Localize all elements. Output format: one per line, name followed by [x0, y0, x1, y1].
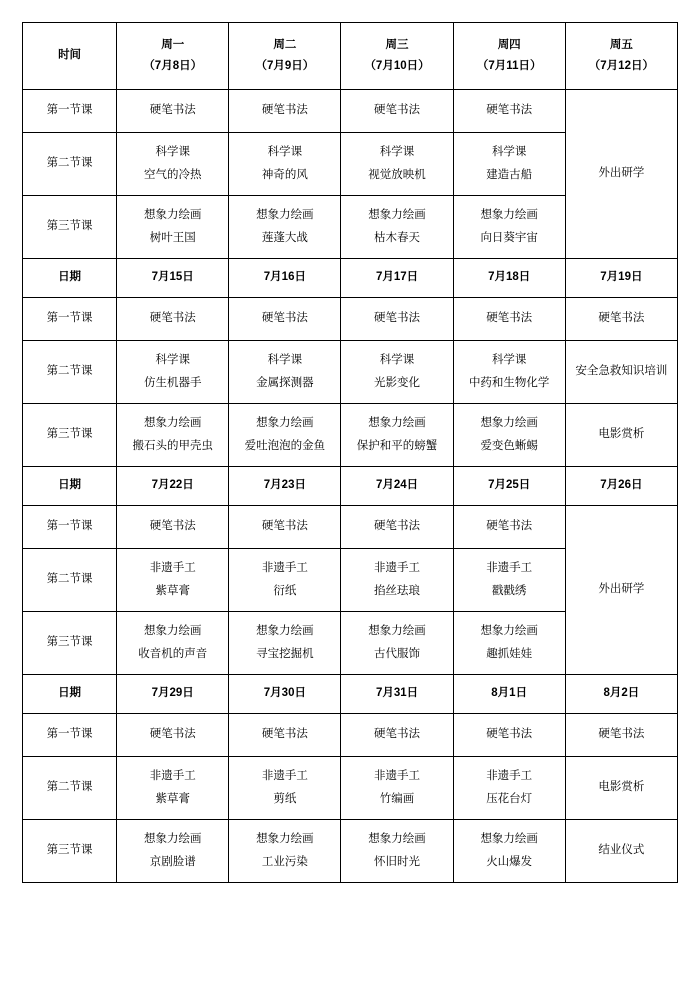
- cell-w1-p2-d4: [453, 133, 565, 196]
- cell-w2-p2-d3: [341, 341, 453, 404]
- cell-line-1: 非遗手工: [261, 770, 308, 783]
- cell-line-2: 古代服饰: [374, 647, 421, 660]
- cell-w4-p3-d4: [453, 820, 565, 883]
- cell-line-1: 想象力绘画: [480, 417, 538, 430]
- header-day-4-date: （7月11日）: [476, 60, 542, 72]
- cell-line-2: 掐丝珐琅: [374, 584, 421, 597]
- cell-w1-p2-d1: [117, 133, 229, 196]
- cell-line-1: 想象力绘画: [368, 417, 426, 430]
- row-label-period-1: 第一节课: [23, 714, 117, 757]
- cell-w2-p3-d2: [229, 404, 341, 467]
- cell-line-1: 非遗手工: [374, 770, 421, 783]
- header-day-1: [117, 23, 229, 90]
- cell-line-1: 想象力绘画: [143, 209, 202, 222]
- cell-w4-p2-d3: [341, 757, 453, 820]
- cell-line-2: 枯木春天: [374, 231, 421, 244]
- cell-w1-p3-d1: [117, 196, 229, 259]
- header-day-3: [341, 23, 453, 90]
- cell-w1-p2-d3: [341, 133, 453, 196]
- course-schedule-table: [22, 22, 678, 883]
- header-day-4-name: 周四: [497, 38, 521, 51]
- cell-w3-p2-d2: [229, 549, 341, 612]
- row-label-period-3: 第三节课: [23, 404, 117, 467]
- cell-w2-p1-d1: 硬笔书法: [117, 298, 229, 341]
- header-day-1-date: （7月8日）: [143, 60, 203, 72]
- cell-w1-friday-merged: 外出研学: [565, 90, 677, 259]
- row-label-period-2: 第二节课: [23, 341, 117, 404]
- cell-line-2: 仿生机器手: [143, 376, 202, 389]
- cell-line-2: 爱吐泡泡的金鱼: [244, 439, 326, 452]
- cell-line-1: 想象力绘画: [256, 833, 314, 846]
- cell-w4-p3-d3: [341, 820, 453, 883]
- cell-w3-p2-d4: [453, 549, 565, 612]
- header-day-2-date: （7月9日）: [255, 60, 315, 72]
- date-w2-d2: 7月16日: [229, 259, 341, 298]
- table-row: [23, 820, 678, 883]
- cell-line-2: 莲蓬大战: [261, 231, 308, 244]
- row-label-period-3: 第三节课: [23, 196, 117, 259]
- date-w2-d1: 7月15日: [117, 259, 229, 298]
- cell-line-2: 建造古船: [486, 168, 533, 181]
- cell-line-1: 科学课: [379, 354, 415, 367]
- cell-line-2: 压花台灯: [486, 792, 533, 805]
- cell-w1-p1-d2: 硬笔书法: [229, 90, 341, 133]
- cell-line-1: 科学课: [155, 146, 190, 159]
- table-row: [23, 506, 678, 549]
- cell-line-2: 搬石头的甲壳虫: [132, 439, 213, 452]
- row-label-period-3: 第三节课: [23, 820, 117, 883]
- cell-line-2: 剪纸: [273, 792, 297, 805]
- date-w3-d4: 7月25日: [453, 467, 565, 506]
- cell-w3-p1-d4: 硬笔书法: [453, 506, 565, 549]
- row-label-date: 日期: [23, 675, 117, 714]
- cell-line-1: 科学课: [155, 354, 190, 367]
- cell-w2-p1-d4: 硬笔书法: [453, 298, 565, 341]
- cell-w1-p3-d4: [453, 196, 565, 259]
- cell-w3-p3-d2: [229, 612, 341, 675]
- header-day-3-name: 周三: [385, 38, 409, 51]
- date-w3-d3: 7月24日: [341, 467, 453, 506]
- table-row: [23, 757, 678, 820]
- cell-w4-p3-d2: [229, 820, 341, 883]
- cell-w2-p3-d1: [117, 404, 229, 467]
- cell-line-2: 空气的冷热: [143, 168, 202, 181]
- date-w4-d3: 7月31日: [341, 675, 453, 714]
- row-label-period-3: 第三节课: [23, 612, 117, 675]
- cell-line-2: 京剧脸谱: [149, 855, 196, 868]
- date-w4-d2: 7月30日: [229, 675, 341, 714]
- cell-line-2: 向日葵宇宙: [480, 231, 538, 244]
- row-label-period-1: 第一节课: [23, 90, 117, 133]
- date-row-week-4: [23, 675, 678, 714]
- cell-line-1: 想象力绘画: [143, 625, 202, 638]
- row-label-date: 日期: [23, 467, 117, 506]
- cell-line-1: 非遗手工: [149, 562, 196, 575]
- cell-w4-p2-d1: [117, 757, 229, 820]
- cell-line-2: 紫草膏: [155, 792, 190, 805]
- cell-line-1: 科学课: [491, 146, 527, 159]
- cell-line-2: 视觉放映机: [368, 168, 426, 181]
- cell-w3-p1-d3: 硬笔书法: [341, 506, 453, 549]
- header-day-2-name: 周二: [273, 38, 297, 51]
- cell-w4-p1-d1: 硬笔书法: [117, 714, 229, 757]
- cell-w4-p3-d1: [117, 820, 229, 883]
- header-day-5-date: （7月12日）: [588, 60, 654, 72]
- table-row: [23, 714, 678, 757]
- cell-line-1: 科学课: [267, 146, 303, 159]
- cell-w4-p1-d3: 硬笔书法: [341, 714, 453, 757]
- cell-line-2: 神奇的风: [261, 168, 308, 181]
- cell-w4-p1-d2: 硬笔书法: [229, 714, 341, 757]
- cell-w3-p2-d1: [117, 549, 229, 612]
- date-w4-d4: 8月1日: [453, 675, 565, 714]
- cell-w2-p1-d5: 硬笔书法: [565, 298, 677, 341]
- cell-line-2: 中药和生物化学: [468, 376, 550, 389]
- date-w4-d5: 8月2日: [565, 675, 677, 714]
- cell-w1-p3-d2: [229, 196, 341, 259]
- cell-w3-p2-d3: [341, 549, 453, 612]
- cell-line-2: 趣抓娃娃: [486, 647, 533, 660]
- cell-line-2: 火山爆发: [486, 855, 533, 868]
- cell-w3-p1-d1: 硬笔书法: [117, 506, 229, 549]
- cell-w3-p3-d3: [341, 612, 453, 675]
- cell-line-2: 寻宝挖掘机: [256, 647, 314, 660]
- cell-line-2: 收音机的声音: [138, 647, 208, 660]
- cell-w4-p2-d2: [229, 757, 341, 820]
- cell-line-1: 想象力绘画: [256, 417, 314, 430]
- table-row: [23, 341, 678, 404]
- cell-line-1: 想象力绘画: [480, 209, 538, 222]
- cell-line-1: 想象力绘画: [256, 209, 314, 222]
- date-w2-d5: 7月19日: [565, 259, 677, 298]
- cell-w1-p2-d2: [229, 133, 341, 196]
- date-w2-d3: 7月17日: [341, 259, 453, 298]
- cell-line-1: 想象力绘画: [368, 625, 426, 638]
- header-day-4: [453, 23, 565, 90]
- table-header-row: [23, 23, 678, 90]
- cell-w3-p3-d1: [117, 612, 229, 675]
- cell-line-1: 科学课: [491, 354, 527, 367]
- cell-w4-p2-d5: 电影赏析: [565, 757, 677, 820]
- cell-line-2: 光影变化: [374, 376, 421, 389]
- row-label-period-1: 第一节课: [23, 506, 117, 549]
- header-day-3-date: （7月10日）: [364, 60, 430, 72]
- cell-line-2: 金属探测器: [256, 376, 314, 389]
- cell-w2-p1-d2: 硬笔书法: [229, 298, 341, 341]
- cell-line-2: 工业污染: [261, 855, 308, 868]
- cell-line-2: 爱变色蜥蜴: [480, 439, 538, 452]
- cell-w2-p3-d4: [453, 404, 565, 467]
- header-time-label: 时间: [23, 23, 117, 90]
- cell-w2-p2-d2: [229, 341, 341, 404]
- row-label-period-2: 第二节课: [23, 549, 117, 612]
- cell-line-1: 想象力绘画: [368, 209, 426, 222]
- cell-w3-p1-d2: 硬笔书法: [229, 506, 341, 549]
- cell-w4-p3-d5: 结业仪式: [565, 820, 677, 883]
- table-row: [23, 404, 678, 467]
- date-w2-d4: 7月18日: [453, 259, 565, 298]
- cell-w1-p1-d3: 硬笔书法: [341, 90, 453, 133]
- header-day-2: [229, 23, 341, 90]
- cell-line-2: 树叶王国: [149, 231, 196, 244]
- row-label-period-2: 第二节课: [23, 757, 117, 820]
- cell-w4-p2-d4: [453, 757, 565, 820]
- row-label-period-2: 第二节课: [23, 133, 117, 196]
- row-label-date: 日期: [23, 259, 117, 298]
- cell-line-2: 怀旧时光: [374, 855, 421, 868]
- cell-line-1: 科学课: [267, 354, 303, 367]
- cell-w2-p1-d3: 硬笔书法: [341, 298, 453, 341]
- header-day-1-name: 周一: [161, 38, 185, 51]
- cell-line-1: 想象力绘画: [480, 625, 538, 638]
- cell-line-2: 衍纸: [273, 584, 297, 597]
- cell-line-2: 紫草膏: [155, 584, 190, 597]
- table-row: [23, 90, 678, 133]
- cell-line-1: 非遗手工: [149, 770, 196, 783]
- row-label-period-1: 第一节课: [23, 298, 117, 341]
- date-row-week-2: [23, 259, 678, 298]
- cell-line-1: 科学课: [379, 146, 415, 159]
- cell-line-2: 保护和平的螃蟹: [356, 439, 438, 452]
- header-day-5-name: 周五: [609, 38, 633, 51]
- date-w3-d5: 7月26日: [565, 467, 677, 506]
- cell-w4-p1-d5: 硬笔书法: [565, 714, 677, 757]
- cell-line-2: 戳戳绣: [491, 584, 527, 597]
- cell-line-1: 想象力绘画: [368, 833, 426, 846]
- cell-w2-p2-d1: [117, 341, 229, 404]
- cell-line-1: 非遗手工: [261, 562, 308, 575]
- cell-w4-p1-d4: 硬笔书法: [453, 714, 565, 757]
- date-w3-d1: 7月22日: [117, 467, 229, 506]
- date-w4-d1: 7月29日: [117, 675, 229, 714]
- cell-w2-p2-d5: 安全急救知识培训: [565, 341, 677, 404]
- cell-w2-p2-d4: [453, 341, 565, 404]
- cell-line-1: 想象力绘画: [143, 833, 202, 846]
- cell-line-1: 非遗手工: [486, 562, 533, 575]
- cell-w3-p3-d4: [453, 612, 565, 675]
- cell-w2-p3-d3: [341, 404, 453, 467]
- table-row: [23, 298, 678, 341]
- cell-line-1: 想象力绘画: [256, 625, 314, 638]
- header-day-5: [565, 23, 677, 90]
- cell-line-1: 非遗手工: [486, 770, 533, 783]
- cell-line-1: 想象力绘画: [143, 417, 202, 430]
- date-row-week-3: [23, 467, 678, 506]
- cell-w3-friday-merged: 外出研学: [565, 506, 677, 675]
- cell-w2-p3-d5: 电影赏析: [565, 404, 677, 467]
- cell-w1-p1-d1: 硬笔书法: [117, 90, 229, 133]
- cell-line-2: 竹编画: [379, 792, 415, 805]
- cell-line-1: 想象力绘画: [480, 833, 538, 846]
- cell-w1-p3-d3: [341, 196, 453, 259]
- cell-line-1: 非遗手工: [374, 562, 421, 575]
- cell-w1-p1-d4: 硬笔书法: [453, 90, 565, 133]
- date-w3-d2: 7月23日: [229, 467, 341, 506]
